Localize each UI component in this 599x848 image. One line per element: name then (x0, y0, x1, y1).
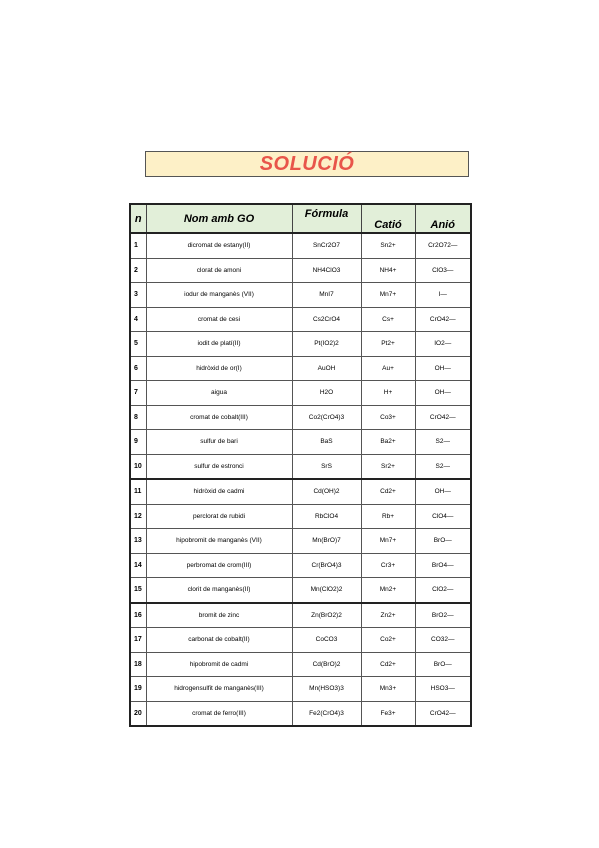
cell-name: hidrogensulfit de manganès(III) (146, 677, 292, 702)
cell-anion: IO2— (415, 332, 471, 357)
cell-anion: S2— (415, 430, 471, 455)
cell-name: bromit de zinc (146, 603, 292, 628)
table-row (130, 307, 471, 332)
cell-anion: Cr2O72— (415, 233, 471, 258)
table-row (130, 578, 471, 603)
cell-formula: Zn(BrO2)2 (292, 603, 361, 628)
cell-number: 3 (130, 283, 146, 308)
page-title: SOLUCIÓ (259, 152, 355, 175)
cell-number: 16 (130, 603, 146, 628)
cell-number: 12 (130, 504, 146, 529)
cell-number: 9 (130, 430, 146, 455)
cell-formula: NH4ClO3 (292, 258, 361, 283)
table-row (130, 603, 471, 628)
cell-cation: Co3+ (361, 405, 415, 430)
cell-formula: Mn(BrO)7 (292, 529, 361, 554)
cell-cation: Cs+ (361, 307, 415, 332)
cell-anion: BrO— (415, 652, 471, 677)
cell-formula: Cd(BrO)2 (292, 652, 361, 677)
table-row (130, 454, 471, 479)
cell-name: perbromat de crom(III) (146, 553, 292, 578)
cell-cation: H+ (361, 381, 415, 406)
cell-anion: CO32— (415, 628, 471, 653)
cell-name: hipobromit de manganès (VII) (146, 529, 292, 554)
cell-number: 17 (130, 628, 146, 653)
cell-name: cromat de cobalt(III) (146, 405, 292, 430)
cell-anion: ClO3— (415, 258, 471, 283)
cell-number: 18 (130, 652, 146, 677)
cell-cation: Rb+ (361, 504, 415, 529)
cell-anion: S2— (415, 454, 471, 479)
header-anion: Anió (415, 204, 471, 233)
header-cation: Catió (361, 204, 415, 233)
cell-formula: H2O (292, 381, 361, 406)
cell-anion: BrO2— (415, 603, 471, 628)
cell-name: clorat de amoni (146, 258, 292, 283)
cell-anion: HSO3— (415, 677, 471, 702)
cell-formula: BaS (292, 430, 361, 455)
cell-formula: Fe2(CrO4)3 (292, 701, 361, 726)
cell-formula: Pt(IO2)2 (292, 332, 361, 357)
table-row (130, 529, 471, 554)
cell-cation: Cr3+ (361, 553, 415, 578)
table-row (130, 381, 471, 406)
cell-cation: Mn7+ (361, 283, 415, 308)
cell-formula: Co2(CrO4)3 (292, 405, 361, 430)
table-row (130, 553, 471, 578)
cell-formula: CoCO3 (292, 628, 361, 653)
cell-number: 4 (130, 307, 146, 332)
cell-formula: Cr(BrO4)3 (292, 553, 361, 578)
table-row (130, 701, 471, 726)
cell-name: hipobromit de cadmi (146, 652, 292, 677)
cell-formula: SnCr2O7 (292, 233, 361, 258)
cell-name: hidròxid de or(I) (146, 356, 292, 381)
cell-name: perclorat de rubidi (146, 504, 292, 529)
cell-cation: Zn2+ (361, 603, 415, 628)
cell-number: 8 (130, 405, 146, 430)
cell-number: 11 (130, 479, 146, 504)
cell-anion: BrO4— (415, 553, 471, 578)
cell-cation: Mn2+ (361, 578, 415, 603)
table-row (130, 479, 471, 504)
table-row (130, 356, 471, 381)
cell-anion: OH— (415, 356, 471, 381)
cell-name: dicromat de estany(II) (146, 233, 292, 258)
table-row (130, 283, 471, 308)
table-row (130, 430, 471, 455)
cell-name: cromat de cesi (146, 307, 292, 332)
cell-name: cromat de ferro(III) (146, 701, 292, 726)
cell-number: 20 (130, 701, 146, 726)
cell-formula: Cd(OH)2 (292, 479, 361, 504)
cell-name: aigua (146, 381, 292, 406)
cell-formula: MnI7 (292, 283, 361, 308)
cell-cation: Cd2+ (361, 479, 415, 504)
cell-cation: Mn3+ (361, 677, 415, 702)
cell-formula: Mn(ClO2)2 (292, 578, 361, 603)
cell-name: clorit de manganès(II) (146, 578, 292, 603)
solution-table (129, 203, 472, 727)
header-n: n (130, 204, 146, 233)
cell-name: sulfur de bari (146, 430, 292, 455)
cell-cation: Mn7+ (361, 529, 415, 554)
cell-formula: Mn(HSO3)3 (292, 677, 361, 702)
table-row (130, 504, 471, 529)
table-row (130, 652, 471, 677)
cell-number: 10 (130, 454, 146, 479)
cell-formula: RbClO4 (292, 504, 361, 529)
cell-cation: Cd2+ (361, 652, 415, 677)
cell-number: 2 (130, 258, 146, 283)
cell-anion: I— (415, 283, 471, 308)
table-row (130, 405, 471, 430)
cell-number: 5 (130, 332, 146, 357)
cell-anion: CrO42— (415, 307, 471, 332)
cell-number: 13 (130, 529, 146, 554)
cell-name: hidròxid de cadmi (146, 479, 292, 504)
cell-name: iodur de manganès (VII) (146, 283, 292, 308)
cell-number: 15 (130, 578, 146, 603)
cell-cation: Au+ (361, 356, 415, 381)
cell-anion: CrO42— (415, 701, 471, 726)
cell-cation: Sr2+ (361, 454, 415, 479)
cell-anion: OH— (415, 381, 471, 406)
cell-anion: ClO2— (415, 578, 471, 603)
title-banner (145, 151, 469, 177)
table-row (130, 332, 471, 357)
table-row (130, 233, 471, 258)
table-row (130, 258, 471, 283)
cell-number: 14 (130, 553, 146, 578)
cell-formula: SrS (292, 454, 361, 479)
cell-cation: Sn2+ (361, 233, 415, 258)
cell-cation: Fe3+ (361, 701, 415, 726)
cell-formula: Cs2CrO4 (292, 307, 361, 332)
cell-anion: OH— (415, 479, 471, 504)
cell-name: sulfur de estronci (146, 454, 292, 479)
cell-number: 6 (130, 356, 146, 381)
cell-cation: Pt2+ (361, 332, 415, 357)
cell-cation: Co2+ (361, 628, 415, 653)
cell-number: 7 (130, 381, 146, 406)
table-row (130, 628, 471, 653)
cell-anion: CrO42— (415, 405, 471, 430)
cell-formula: AuOH (292, 356, 361, 381)
cell-cation: Ba2+ (361, 430, 415, 455)
header-name: Nom amb GO (146, 204, 292, 233)
cell-name: carbonat de cobalt(II) (146, 628, 292, 653)
cell-anion: BrO— (415, 529, 471, 554)
table-row (130, 677, 471, 702)
cell-anion: ClO4— (415, 504, 471, 529)
header-formula: Fórmula (292, 204, 361, 233)
cell-number: 1 (130, 233, 146, 258)
cell-number: 19 (130, 677, 146, 702)
table-header-row (130, 204, 471, 233)
cell-cation: NH4+ (361, 258, 415, 283)
cell-name: iodit de platí(II) (146, 332, 292, 357)
